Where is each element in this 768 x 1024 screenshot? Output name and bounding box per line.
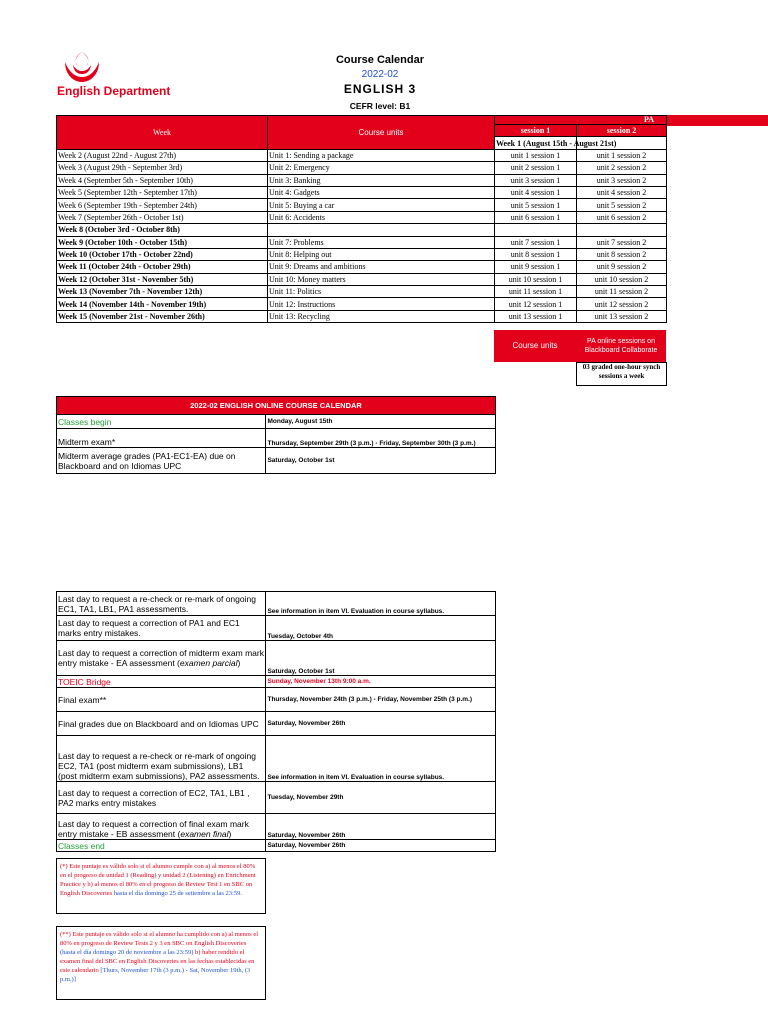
deadlines-table bbox=[56, 591, 496, 852]
week-row bbox=[57, 162, 667, 174]
session1-value: unit 12 session 1 bbox=[495, 298, 577, 310]
session2-value bbox=[577, 224, 667, 236]
session2-value: unit 13 session 2 bbox=[577, 310, 667, 322]
session1-value: unit 10 session 1 bbox=[495, 273, 577, 285]
session2-value: unit 8 session 2 bbox=[577, 248, 667, 260]
session2-header: session 2 bbox=[577, 125, 667, 137]
week-label: Week 1 (August 15th - August 21st) bbox=[496, 138, 617, 148]
classes-begin-label: Classes begin bbox=[57, 415, 266, 429]
recheck-2-value: See information in item VI. Evaluation in course syllabus. bbox=[266, 736, 496, 782]
classes-end-label: Classes end bbox=[57, 840, 266, 852]
unit-label: Unit 7: Problems bbox=[268, 236, 495, 248]
week-row bbox=[57, 149, 667, 161]
session1-value: unit 6 session 1 bbox=[495, 211, 577, 223]
midterm-grades-date: Saturday, October 1st bbox=[266, 448, 496, 474]
recheck-1-value: See information in item VI. Evaluation in course syllabus. bbox=[266, 592, 496, 616]
session1-value bbox=[495, 224, 577, 236]
session2-value: unit 4 session 2 bbox=[577, 186, 667, 198]
week-label: Week 11 (October 24th - October 29th) bbox=[57, 261, 268, 273]
unit-label: Unit 8: Helping out bbox=[268, 248, 495, 260]
term-label: 2022-02 bbox=[361, 69, 399, 80]
week-row bbox=[57, 224, 667, 236]
unit-label: Unit 9: Dreams and ambitions bbox=[268, 261, 495, 273]
correction-pa1-date: Tuesday, October 4th bbox=[266, 616, 496, 641]
week-row bbox=[57, 236, 667, 248]
recheck-1-label: Last day to request a re-check or re-mark of ongoing EC1, TA1, LB1, PA1 assessments. bbox=[57, 592, 266, 616]
week-label: Week 13 (November 7th - November 12th) bbox=[57, 286, 268, 298]
week-label: Week 7 (September 26th - October 1st) bbox=[57, 211, 268, 223]
session1-value: unit 2 session 1 bbox=[495, 162, 577, 174]
session1-value: unit 13 session 1 bbox=[495, 310, 577, 322]
week-label: Week 14 (November 14th - November 19th) bbox=[57, 298, 268, 310]
unit-label: Unit 1: Sending a package bbox=[268, 149, 495, 161]
session1-value: unit 5 session 1 bbox=[495, 199, 577, 211]
footnote-final: (**) Este puntaje es válido solo si el alumno ha cumplido con a) al menos el 80% en progreso de Review Tests 2 y 3 en SBC on English Discoveries (hasta el día domingo 20 de noviembre a las 23:59) b) haber rendido el examen final del SBC en English Discoveries en las fechas establecidas en este calendario [Thurs, November 17th (3 p.m.) - Sat, November 19th, (3 p.m.)] bbox=[56, 926, 266, 1000]
footnote-midterm: (*) Este puntaje es válido solo si el alumno cumple con a) al menos el 80% en el progreso de unidad 1 (Reading) y unidad 2 (Listening) en Enrichment Practice y b) al menos el 80% en el progreso de Review Test 1 en SBC on English Discoveries hasta el día domingo 25 de setiembre a las 23:59. bbox=[56, 858, 266, 914]
unit-label: Unit 3: Banking bbox=[268, 174, 495, 186]
week-row bbox=[57, 261, 667, 273]
session1-value: unit 9 session 1 bbox=[495, 261, 577, 273]
midterm-exam-label: Midterm exam* bbox=[57, 429, 266, 448]
session2-value: unit 12 session 2 bbox=[577, 298, 667, 310]
week-label: Week 10 (October 17th - October 22nd) bbox=[57, 248, 268, 260]
document-title: Course Calendar bbox=[335, 54, 425, 66]
classes-end-date: Saturday, November 26th bbox=[266, 840, 496, 852]
toeic-bridge-date: Sunday, November 13th 9:00 a.m. bbox=[266, 676, 496, 688]
header-red-bar bbox=[666, 115, 768, 126]
final-grades-date: Saturday, November 26th bbox=[266, 712, 496, 736]
week-row bbox=[57, 174, 667, 186]
week-column-header: Week bbox=[57, 116, 268, 150]
week-row bbox=[57, 186, 667, 198]
midterm-grades-label: Midterm average grades (PA1-EC1-EA) due on Blackboard and on Idiomas UPC bbox=[57, 448, 266, 474]
unit-label: Unit 2: Emergency bbox=[268, 162, 495, 174]
pa-column-header: PA bbox=[495, 116, 667, 125]
session2-value: unit 5 session 2 bbox=[577, 199, 667, 211]
week-label: Week 2 (August 22nd - August 27th) bbox=[57, 149, 268, 161]
recheck-2-label: Last day to request a re-check or re-mark of ongoing EC2, TA1 (post midterm exam submissions), LB1 (post midterm exam submissions), PA2 assessments. bbox=[57, 736, 266, 782]
week-row bbox=[57, 286, 667, 298]
session1-value: unit 1 session 1 bbox=[495, 149, 577, 161]
final-exam-label: Final exam** bbox=[57, 688, 266, 712]
week-row bbox=[57, 199, 667, 211]
session2-value: unit 2 session 2 bbox=[577, 162, 667, 174]
correction-pa1-label: Last day to request a correction of PA1 and EC1 marks entry mistakes. bbox=[57, 616, 266, 641]
session2-value: unit 3 session 2 bbox=[577, 174, 667, 186]
week-label: Week 9 (October 10th - October 15th) bbox=[57, 236, 268, 248]
session1-value: unit 8 session 1 bbox=[495, 248, 577, 260]
classes-begin-date: Monday, August 15th bbox=[266, 415, 496, 429]
session1-header: session 1 bbox=[495, 125, 577, 137]
correction-midterm-date: Saturday, October 1st bbox=[266, 641, 496, 676]
legend-pa-sessions: PA online sessions on Blackboard Collaborate bbox=[576, 330, 666, 362]
midterm-exam-date: Thursday, September 29th (3 p.m.) - Friday, September 30th (3 p.m.) bbox=[266, 429, 496, 448]
week-row bbox=[57, 298, 667, 310]
week-label: Week 6 (September 19th - September 24th) bbox=[57, 199, 268, 211]
correction-ec2-date: Tuesday, November 29th bbox=[266, 782, 496, 814]
unit-label: Unit 10: Money matters bbox=[268, 273, 495, 285]
session2-value: unit 9 session 2 bbox=[577, 261, 667, 273]
correction-final-label: Last day to request a correction of final exam mark entry mistake - EB assessment (examen final) bbox=[57, 814, 266, 840]
unit-label: Unit 6: Accidents bbox=[268, 211, 495, 223]
session2-value: unit 7 session 2 bbox=[577, 236, 667, 248]
session1-value: unit 4 session 1 bbox=[495, 186, 577, 198]
legend-course-units: Course units bbox=[494, 330, 576, 362]
week-label: Week 5 (September 12th - September 17th) bbox=[57, 186, 268, 198]
week-label: Week 4 (September 5th - September 10th) bbox=[57, 174, 268, 186]
course-name: ENGLISH 3 bbox=[343, 82, 417, 96]
correction-ec2-label: Last day to request a correction of EC2, TA1, LB1 , PA2 marks entry mistakes bbox=[57, 782, 266, 814]
units-column-header: Course units bbox=[268, 116, 495, 150]
session1-value: unit 3 session 1 bbox=[495, 174, 577, 186]
week-row bbox=[57, 310, 667, 322]
week-row bbox=[57, 211, 667, 223]
calendar-title: 2022-02 ENGLISH ONLINE COURSE CALENDAR bbox=[57, 397, 496, 415]
legend-sessions-note: 03 graded one-hour synch sessions a week bbox=[576, 362, 667, 386]
week-row bbox=[57, 273, 667, 285]
week-label: Week 8 (October 3rd - October 8th) bbox=[57, 224, 268, 236]
correction-midterm-label: Last day to request a correction of midterm exam mark entry mistake - EA assessment (examen parcial) bbox=[57, 641, 266, 676]
week-label: Week 3 (August 29th - September 3rd) bbox=[57, 162, 268, 174]
session2-value: unit 1 session 2 bbox=[577, 149, 667, 161]
week-label: Week 15 (November 21st - November 26th) bbox=[57, 310, 268, 322]
week-row bbox=[57, 248, 667, 260]
session2-value: unit 11 session 2 bbox=[577, 286, 667, 298]
unit-label bbox=[268, 224, 495, 236]
unit-label: Unit 13: Recycling bbox=[268, 310, 495, 322]
weekly-schedule-table bbox=[56, 115, 667, 323]
session2-value: unit 6 session 2 bbox=[577, 211, 667, 223]
unit-label: Unit 12: Instructions bbox=[268, 298, 495, 310]
final-grades-label: Final grades due on Blackboard and on Idiomas UPC bbox=[57, 712, 266, 736]
session1-value: unit 7 session 1 bbox=[495, 236, 577, 248]
unit-label: Unit 5: Buying a car bbox=[268, 199, 495, 211]
unit-label: Unit 11: Politics bbox=[268, 286, 495, 298]
session1-value: unit 11 session 1 bbox=[495, 286, 577, 298]
unit-label: Unit 4: Gadgets bbox=[268, 186, 495, 198]
cefr-level: CEFR level: B1 bbox=[349, 101, 411, 111]
correction-final-date: Saturday, November 26th bbox=[266, 814, 496, 840]
department-name: English Department bbox=[57, 84, 171, 98]
week-label: Week 12 (October 31st - November 5th) bbox=[57, 273, 268, 285]
final-exam-date: Thursday, November 24th (3 p.m.) - Friday, November 25th (3 p.m.) bbox=[266, 688, 496, 712]
session2-value: unit 10 session 2 bbox=[577, 273, 667, 285]
toeic-bridge-label: TOEIC Bridge bbox=[57, 676, 266, 688]
online-calendar-table bbox=[56, 396, 496, 474]
